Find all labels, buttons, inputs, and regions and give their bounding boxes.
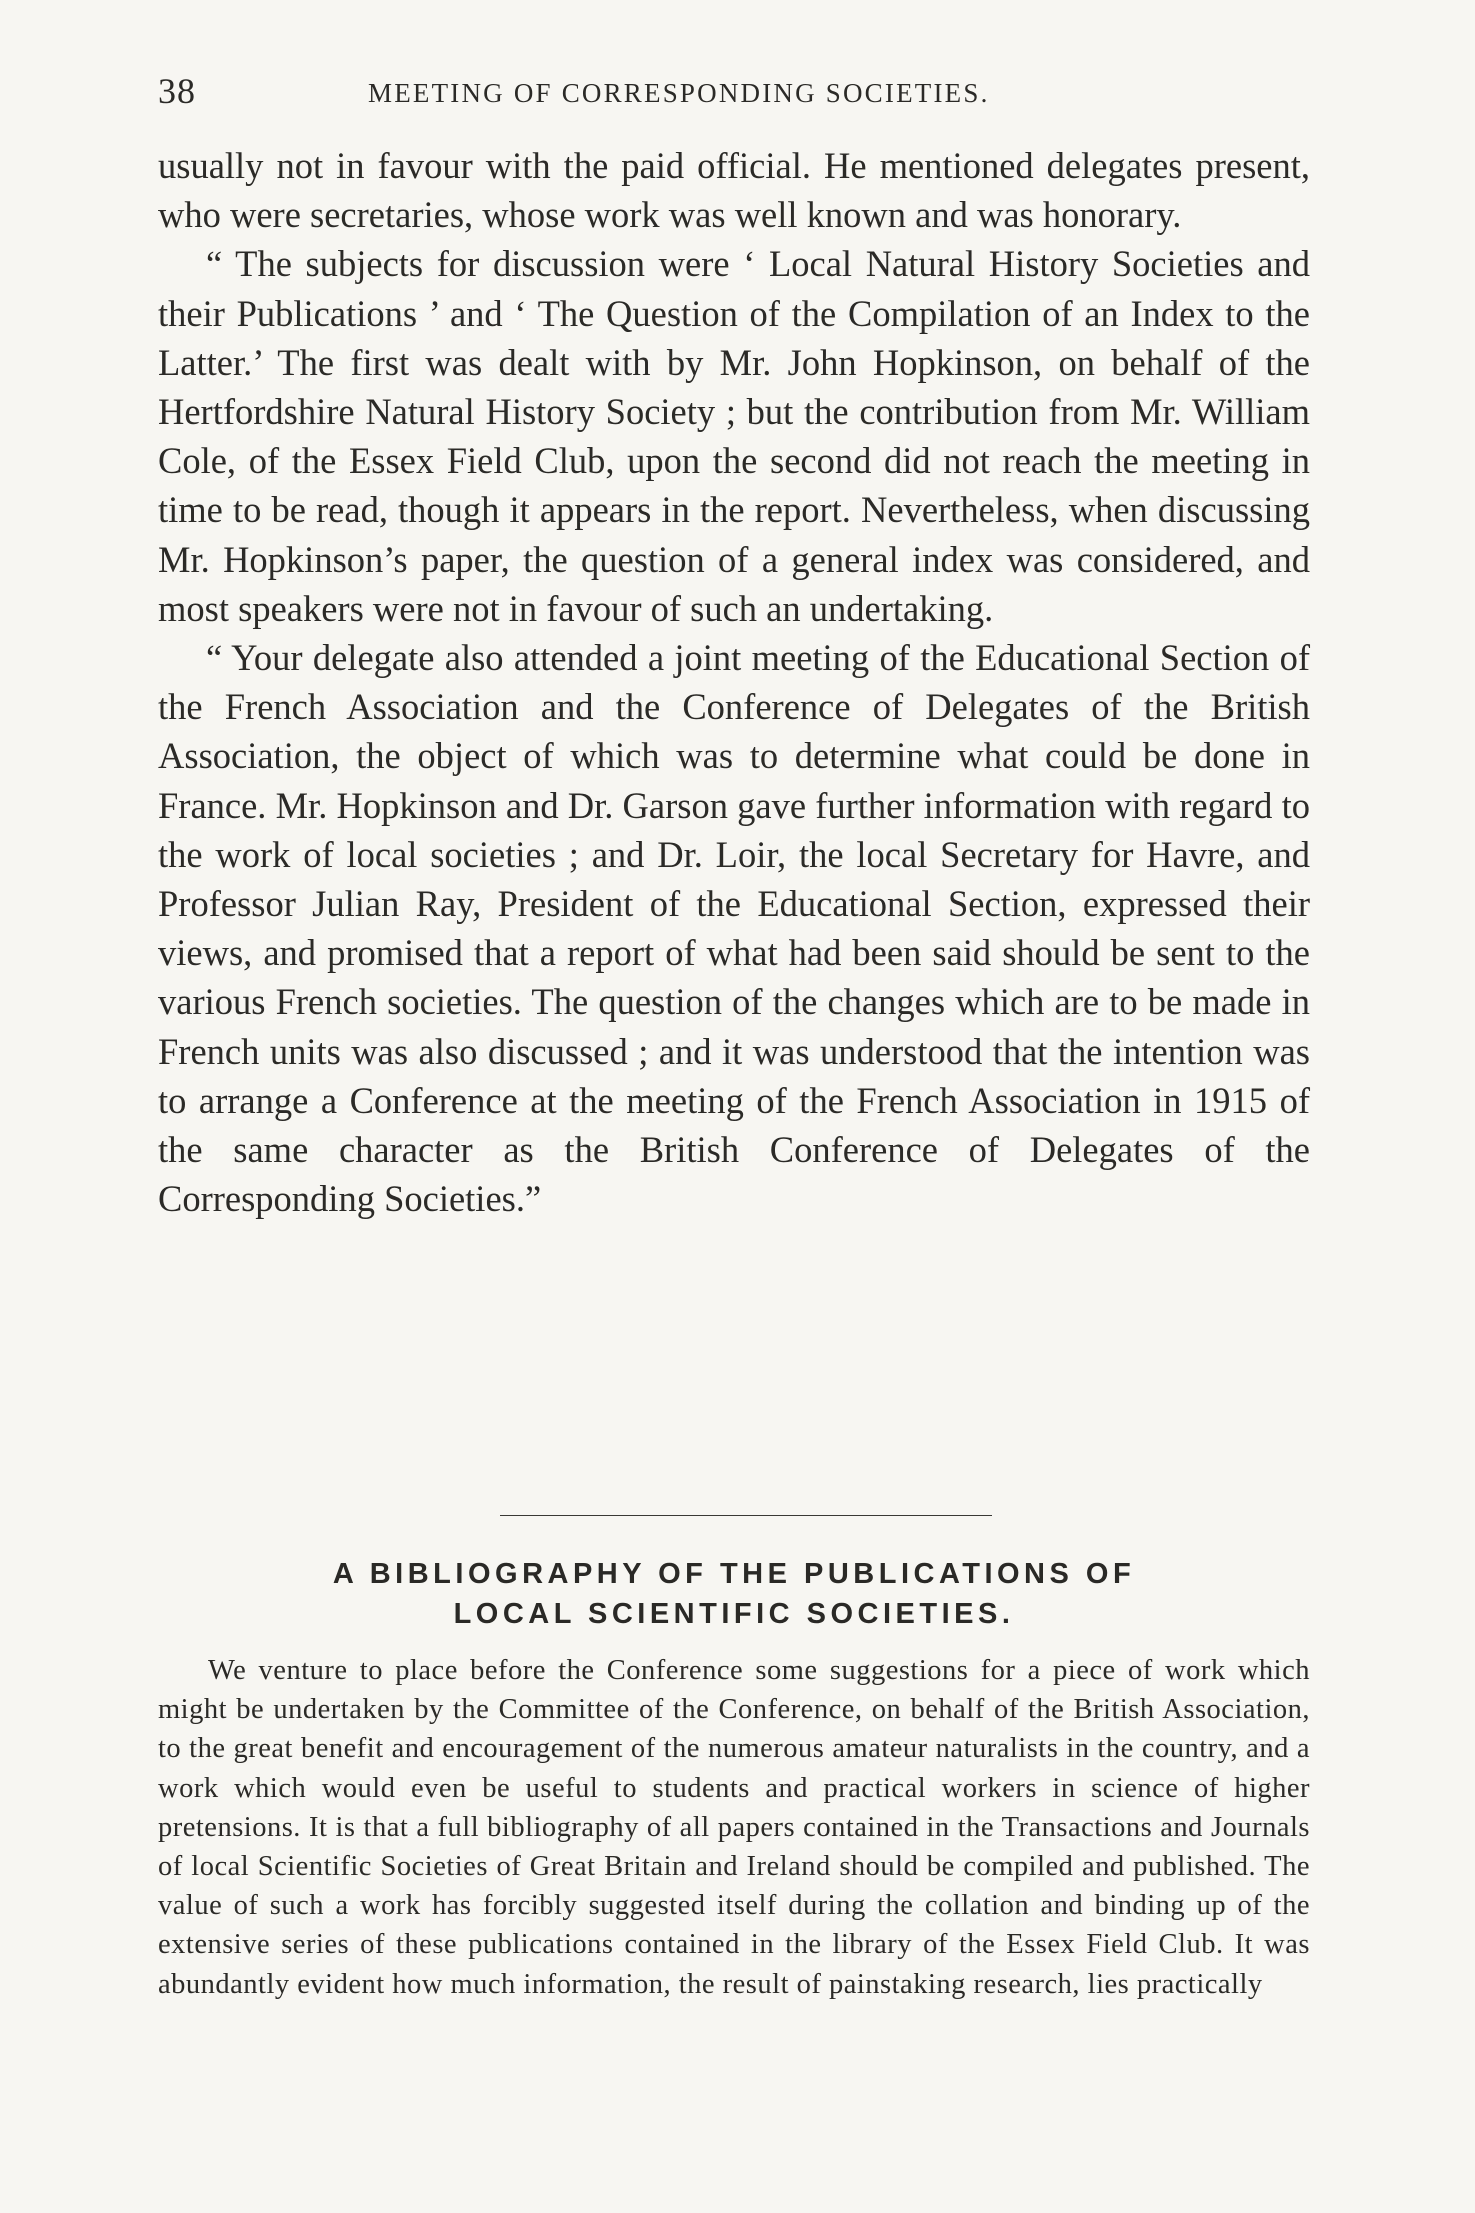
paragraph-joint-meeting: “ Your delegate also attended a joint meeting of the Educational Section of the French Association and the Conference of Delegates of the British Association, the object of which was to determine what could be done in France. Mr. Hopkinson and Dr. Garson gave further information with regard to the work of local societies ; and Dr. Loir, the local Secretary for Havre, and Professor Julian Ray, President of the Educational Section, expressed their views, and promised that a report of what had been said should be sent to the various French societies. The question of the changes which are to be made in French units was also discussed ; and it was understood that the intention was to arrange a Conference at the meeting of the French Association in 1915 of the same character as the British Conference of Delegates of the Corresponding Societies.” xyxy=(158,637,1310,1220)
section-heading-line-2: LOCAL SCIENTIFIC SOCIETIES. xyxy=(453,1598,1015,1630)
section-divider xyxy=(500,1515,992,1516)
bibliography-paragraph: We venture to place before the Conference some suggestions for a piece of work which might be undertaken by the Committee of the Conference, on behalf of the British Association, to the great benefit and encouragement of the numerous amateur naturalists in the country, and a work which would even be useful to students and practical workers in science of higher pretensions. It is that a full bibliography of all papers contained in the Transactions and Journals of local Scientific Societies of Great Britain and Ireland should be compiled and published. The value of such a work has forcibly suggested itself during the collation and binding up of the extensive series of these publications contained in the library of the Essex Field Club. It was abundantly evident how much information, the result of painstaking research, lies practically xyxy=(158,1655,1310,2000)
main-text xyxy=(158,141,1310,1223)
paragraph-subjects-for-discussion: “ The subjects for discussion were ‘ Local Natural History Societies and their Publications ’ and ‘ The Question of the Compilation of an Index to the Latter.’ The first was dealt with by Mr. John Hopkinson, on behalf of the Hertfordshire Natural History Society ; but the contribution from Mr. William Cole, of the Essex Field Club, upon the second did not reach the meeting in time to be read, though it appears in the report. Nevertheless, when discussing Mr. Hopkinson’s paper, the question of a general index was considered, and most speakers were not in favour of such an undertaking. xyxy=(158,243,1310,629)
running-title: MEETING OF CORRESPONDING SOCIETIES. xyxy=(368,78,990,108)
section-heading xyxy=(158,1554,1310,1634)
running-head xyxy=(158,70,1318,120)
paragraph-continued: usually not in favour with the paid official. He mentioned delegates present, who were secretaries, whose work was well known and was honorary. xyxy=(158,145,1310,236)
section-heading-line-1: A BIBLIOGRAPHY OF THE PUBLICATIONS OF xyxy=(332,1558,1136,1590)
page-number: 38 xyxy=(158,71,196,111)
